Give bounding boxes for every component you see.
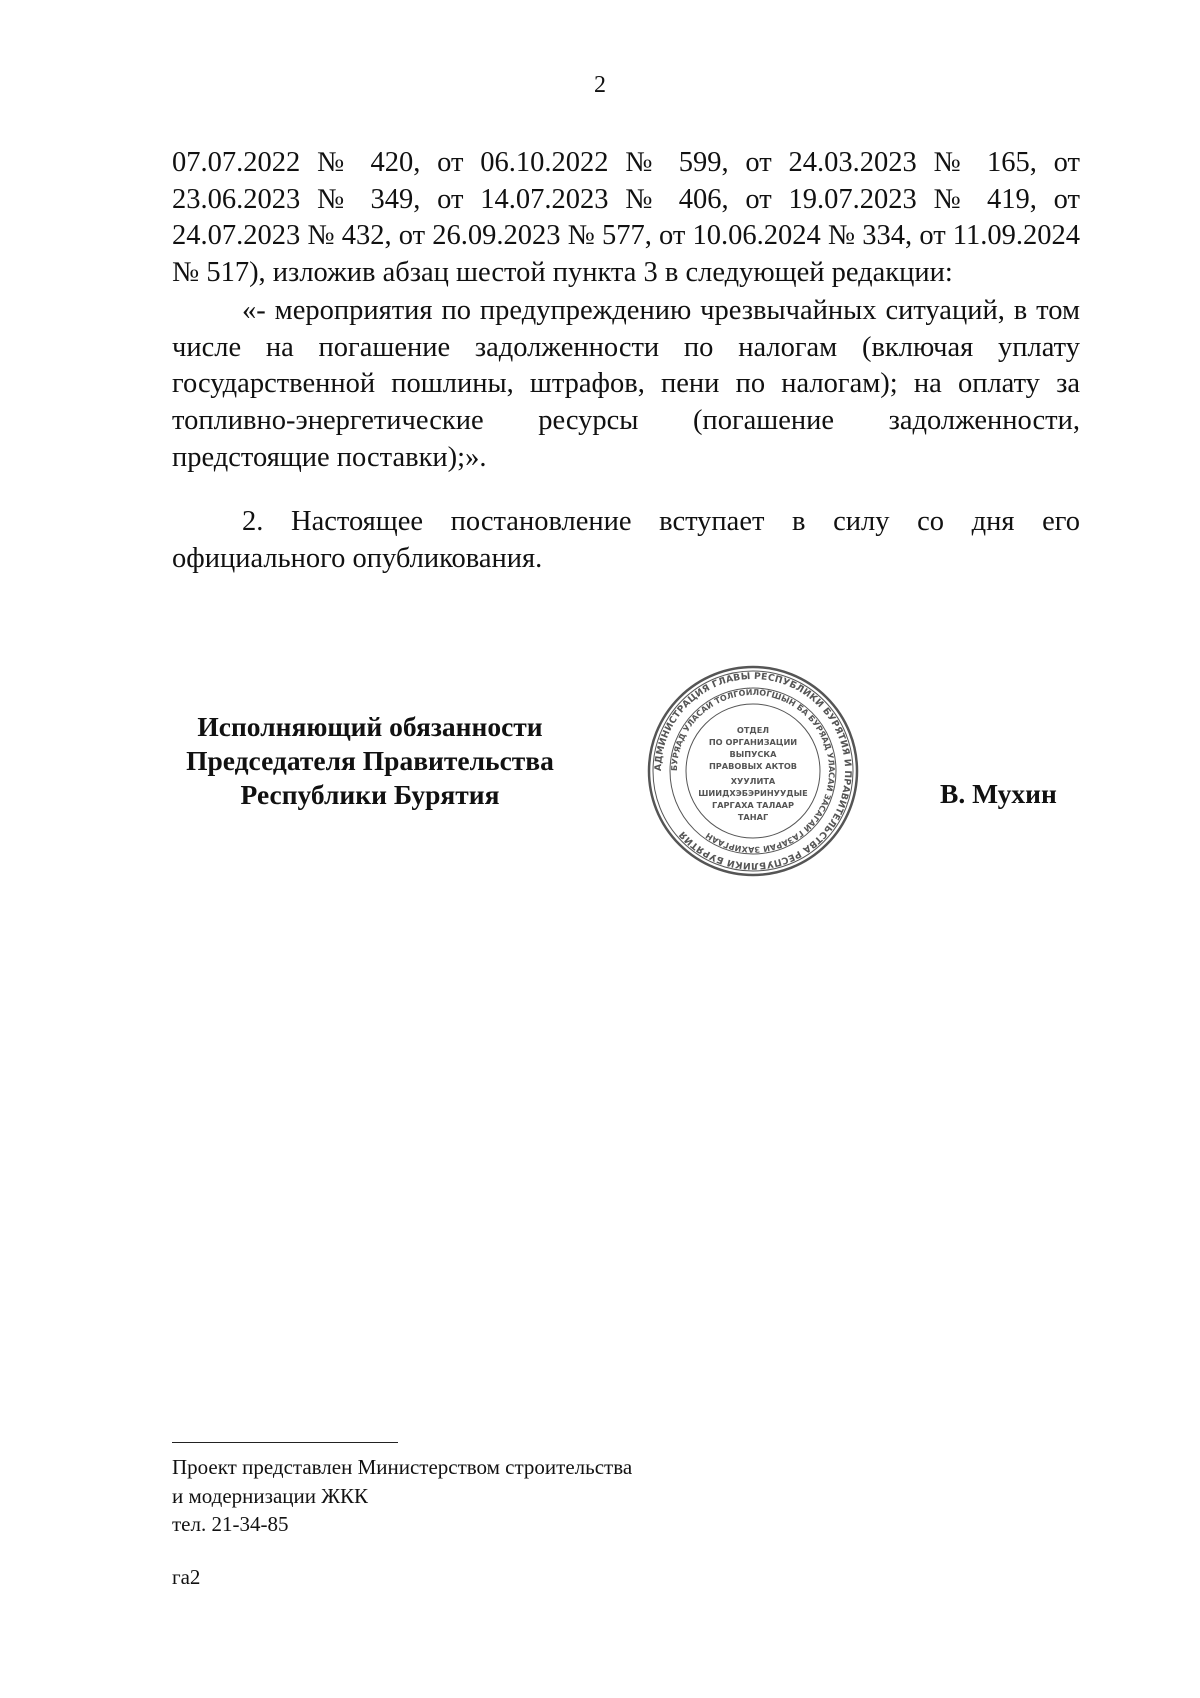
document-code: га2 [172, 1565, 201, 1589]
footnote-block [172, 1453, 632, 1539]
footnote-line-2: и модернизации ЖКК [172, 1483, 369, 1508]
stamp-center-line-6: ШИИДХЭБЭРИНУУДЫЕ [698, 788, 808, 798]
stamp-center-line-1: ОТДЕЛ [736, 725, 770, 735]
stamp-inner-ring-text: БУРЯАД УЛАСАЙ ТОЛГОЙЛОГШЫН БА БУРЯАД УЛАСАЙ ЗАСАГАЙ ГАЗАРАЙ ЗАХИРГААН [669, 687, 837, 855]
signature-title-line-2: Председателя Правительства [186, 745, 554, 776]
body-paragraph-3-text: 2. Настоящее постановление вступает в силу со дня его официального опубликования. [172, 506, 1080, 574]
footnote-line-1: Проект представлен Министерством строительства [172, 1455, 633, 1479]
footnote-line-3: тел. 21-34-85 [172, 1512, 289, 1536]
body-paragraph-new-wording [172, 293, 1080, 477]
body-paragraph-1-text: 07.07.2022 № 420, от 06.10.2022 № 599, от 24.03.2023 № 165, от 23.06.2023 № 349, от 14.07.2023 № 406, от 19.07.2023 № 419, от 24.07.2023 № 432, от 26.09.2023 № 577, от 10.06.2024 № 334, от 11.09.2024 № 517), изложив абзац шестой пункта 3 в следующей редакции: [172, 147, 1080, 289]
body-paragraph-effective-date [172, 504, 1080, 577]
body-paragraph-2-text: «- мероприятия по предупреждению чрезвычайных ситуаций, в том числе на погашение задолженности по налогам (включая уплату государственной пошлины, штрафов, пени по налогам); на оплату за топливно-энергетические ресурсы (погашение задолженности, предстоящие поставки);». [172, 295, 1080, 473]
stamp-center-line-4: ПРАВОВЫХ АКТОВ [708, 761, 798, 771]
signature-title-block [160, 710, 580, 812]
signature-title-line-3: Республики Бурятия [240, 779, 500, 810]
body-paragraph-amendment-list [172, 145, 1080, 292]
stamp-center-line-2: ПО ОРГАНИЗАЦИИ [708, 737, 798, 747]
stamp-center-line-5: ХУУЛИТА [730, 776, 776, 786]
footnote-divider [172, 1442, 398, 1443]
signature-title-line-1: Исполняющий обязанности [197, 711, 543, 742]
stamp-center-line-3: ВЫПУСКА [729, 749, 777, 759]
signatory-name: В. Мухин [940, 778, 1057, 809]
stamp-center-line-7: ГАРГАХА ТАЛААР [711, 800, 795, 810]
stamp-outer-ring-text: АДМИНИСТРАЦИЯ ГЛАВЫ РЕСПУБЛИКИ БУРЯТИЯ И ПРАВИТЕЛЬСТВА РЕСПУБЛИКИ БУРЯТИЯ [652, 670, 854, 872]
official-seal-stamp [645, 663, 861, 879]
page-number: 2 [594, 72, 606, 98]
stamp-center-line-8: ТАНАГ [737, 812, 769, 822]
